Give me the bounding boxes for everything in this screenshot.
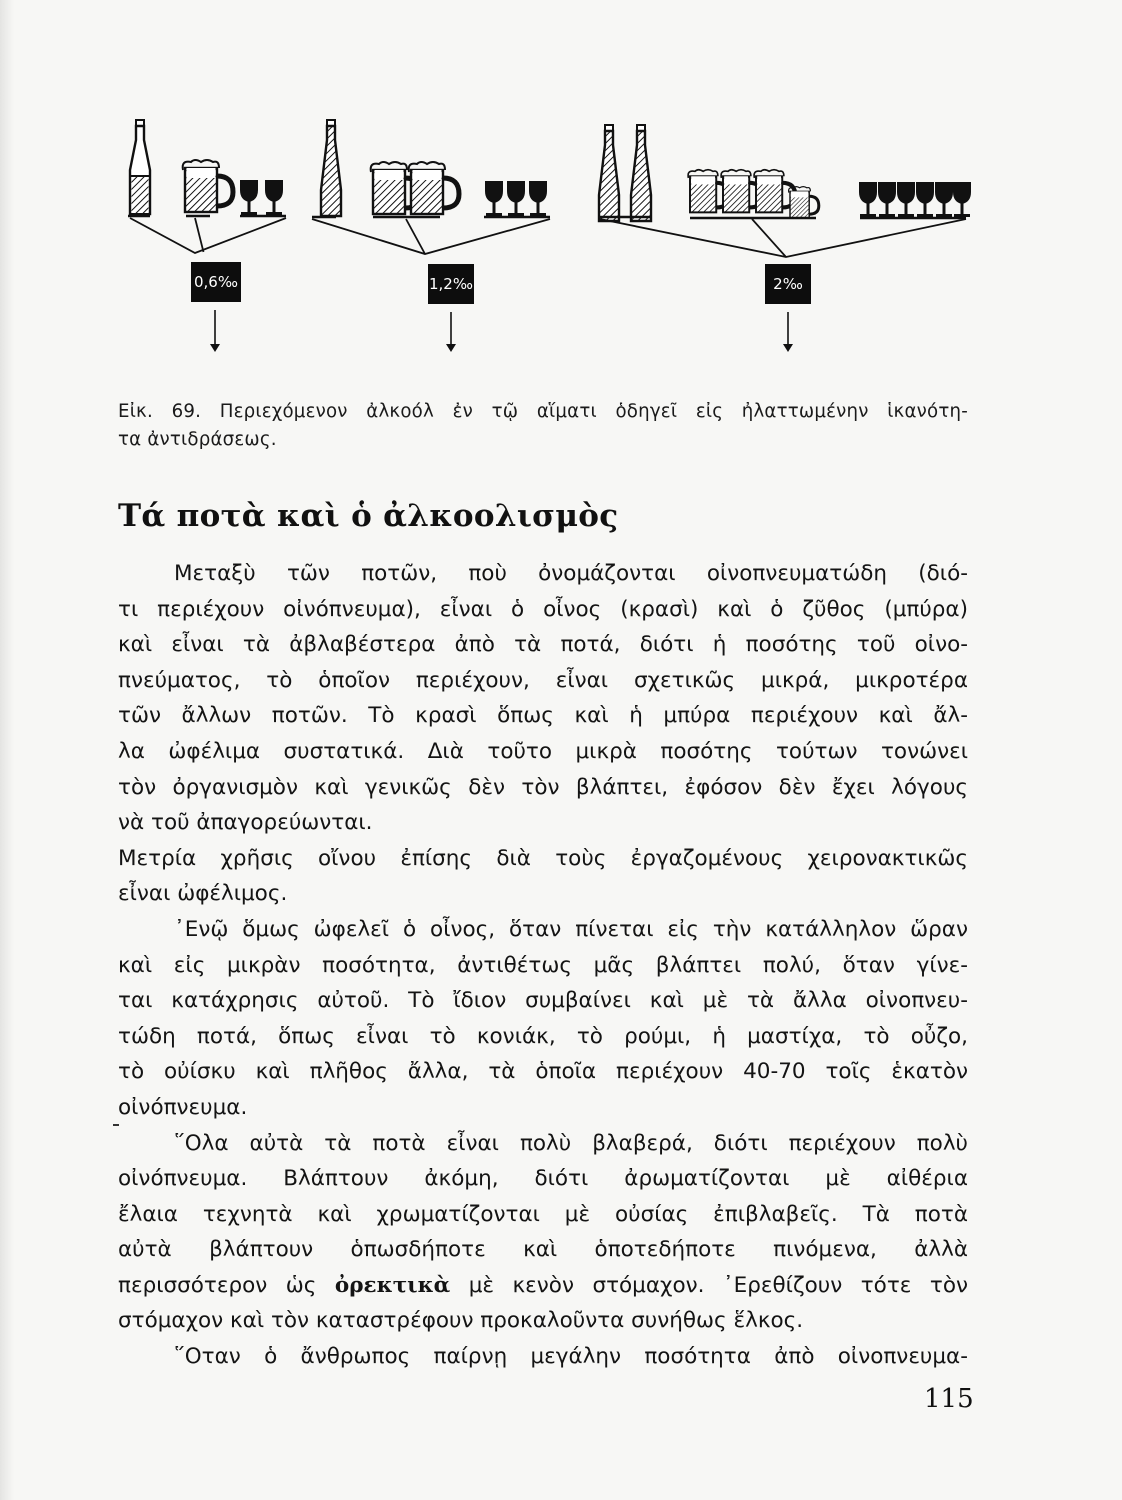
body-line: τὸ οὐίσκυ καὶ πλῆθος ἄλλα, τὰ ὁποῖα περιέχουν 40-70 τοῖς ἑκατὸν: [118, 1059, 968, 1085]
section-title: Τά ποτὰ καὶ ὁ ἀλκοολισμὸς: [118, 498, 619, 534]
beer-mug-icon: [789, 187, 819, 218]
body-line: Μετρία χρῆσις οἴνου ἐπίσης διὰ τοὺς ἐργαζομένους χειρονακτικῶς: [118, 845, 968, 871]
body-line-post: μὲ κενὸν στόμαχον. ᾿Ερεθίζουν τότε τὸν: [450, 1272, 968, 1298]
body-line: ῞Ολα αὐτὰ τὰ ποτὰ εἶναι πολὺ βλαβερά, διότι περιέχουν πολὺ: [174, 1130, 968, 1156]
group-1-drinks: [128, 120, 286, 253]
arrow-down-icon: [446, 312, 456, 352]
wine-glass-icon: [953, 182, 971, 217]
wine-glass-icon: [916, 182, 934, 217]
body-text: [118, 556, 968, 1375]
emphasis-term: ὀρεκτικὰ: [334, 1272, 451, 1298]
alcohol-drinks-diagram: [100, 100, 980, 370]
wine-glass-icon: [529, 181, 547, 216]
body-line: οἰνόπνευμα.: [118, 1094, 248, 1120]
arrow-down-icon: [210, 310, 220, 352]
wine-bottle-icon: [321, 120, 341, 216]
body-line: ᾿Ενῷ ὅμως ὠφελεῖ ὁ οἶνος, ὅταν πίνεται εἰς τὴν κατάλληλον ὥραν: [174, 916, 968, 942]
page-number: 115: [924, 1384, 974, 1414]
body-line: λα ὠφέλιμα συστατικά. Διὰ τοῦτο μικρὰ ποσότης τούτων τονώνει: [118, 738, 968, 764]
body-line: τὸν ὀργανισμὸν καὶ γενικῶς δὲν τὸν βλάπτει, ἐφόσον δὲν ἔχει λόγους: [118, 774, 968, 800]
body-line: καὶ εἶναι τὰ ἀβλαβέστερα ἀπὸ τὰ ποτά, διότι ἡ ποσότης τοῦ οἰνο-: [118, 632, 968, 658]
body-line: εἶναι ὠφέλιμος.: [118, 881, 288, 907]
wine-glass-icon: [859, 182, 877, 217]
wine-glass-icon: [240, 180, 258, 215]
group-2-drinks: [312, 120, 550, 254]
group-3-drinks: [598, 125, 971, 257]
body-line: αὐτὰ βλάπτουν ὁπωσδήποτε καὶ ὁποτεδήποτε πινόμενα, ἀλλὰ: [118, 1237, 968, 1263]
body-line-pre: περισσότερον ὡς: [118, 1272, 335, 1298]
page-edge-shadow: [0, 0, 14, 1500]
arrow-down-icon: [783, 312, 793, 352]
body-line: ται κατάχρησις αὐτοῦ. Τὸ ἴδιον συμβαίνει καὶ μὲ τὰ ἄλλα οἰνοπνευ-: [118, 988, 968, 1014]
figure-caption: [118, 398, 968, 454]
figure-69-illustration: [100, 100, 980, 370]
body-line: τώδη ποτά, ὅπως εἶναι τὸ κονιάκ, τὸ ρούμι, ἡ μαστίχα, τὸ οὖζο,: [118, 1023, 968, 1049]
body-line: τῶν ἄλλων ποτῶν. Τὸ κρασὶ ὅπως καὶ ἡ μπύρα περιέχουν καὶ ἄλ-: [118, 703, 968, 729]
wine-glass-icon: [878, 182, 896, 217]
body-line: στόμαχον καὶ τὸν καταστρέφουν προκαλοῦντα συνήθως ἕλκος.: [118, 1308, 804, 1334]
body-line: Μεταξὺ τῶν ποτῶν, ποὺ ὀνομάζονται οἰνοπνευματώδη (διό-: [174, 561, 968, 586]
stray-print-mark: [113, 1124, 119, 1126]
body-line: ῞Οταν ὁ ἄνθρωπος παίρνῃ μεγάλην ποσότητα ἀπὸ οἰνοπνευμα-: [174, 1344, 968, 1370]
body-line: ἔλαια τεχνητὰ καὶ χρωματίζονται μὲ οὐσίας ἐπιβλαβεῖς. Τὰ ποτὰ: [118, 1201, 968, 1227]
wine-glass-icon: [265, 180, 283, 215]
beer-mug-icon: [409, 162, 459, 214]
bac-badge-group-2: 1,2‰: [428, 264, 474, 304]
caption-line: Εἰκ. 69. Περιεχόμενον ἀλκοόλ ἐν τῷ αἵματι ὁδηγεῖ εἰς ἠλαττωμένην ἱκανότη-: [118, 401, 968, 422]
wine-glass-icon: [935, 182, 953, 217]
body-line: νὰ τοῦ ἀπαγορεύωνται.: [118, 810, 373, 836]
wine-bottle-icon: [130, 120, 150, 214]
bac-badge-group-1: 0,6‰: [191, 262, 241, 302]
body-line: τι περιέχουν οἰνόπνευμα), εἶναι ὁ οἶνος (κρασὶ) καὶ ὁ ζῦθος (μπύρα): [118, 596, 968, 622]
bac-badge-group-3: 2‰: [765, 264, 811, 304]
body-line: οἰνόπνευμα. Βλάπτουν ἀκόμη, διότι ἀρωματίζονται μὲ αἰθέρια: [118, 1166, 968, 1192]
beer-mug-icon: [183, 160, 233, 212]
wine-bottle-icon: [599, 125, 619, 221]
caption-line: τα ἀντιδράσεως.: [118, 429, 277, 450]
body-line: καὶ εἰς μικρὰν ποσότητα, ἀντιθέτως μᾶς βλάπτει πολύ, ὅταν γίνε-: [118, 952, 968, 978]
wine-bottle-icon: [631, 125, 651, 221]
body-line: [118, 1268, 968, 1304]
wine-glass-icon: [485, 181, 503, 216]
wine-glass-icon: [507, 181, 525, 216]
body-line: πνεύματος, τὸ ὁποῖον περιέχουν, εἶναι σχετικῶς μικρά, μικροτέρα: [118, 667, 968, 693]
wine-glass-icon: [897, 182, 915, 217]
